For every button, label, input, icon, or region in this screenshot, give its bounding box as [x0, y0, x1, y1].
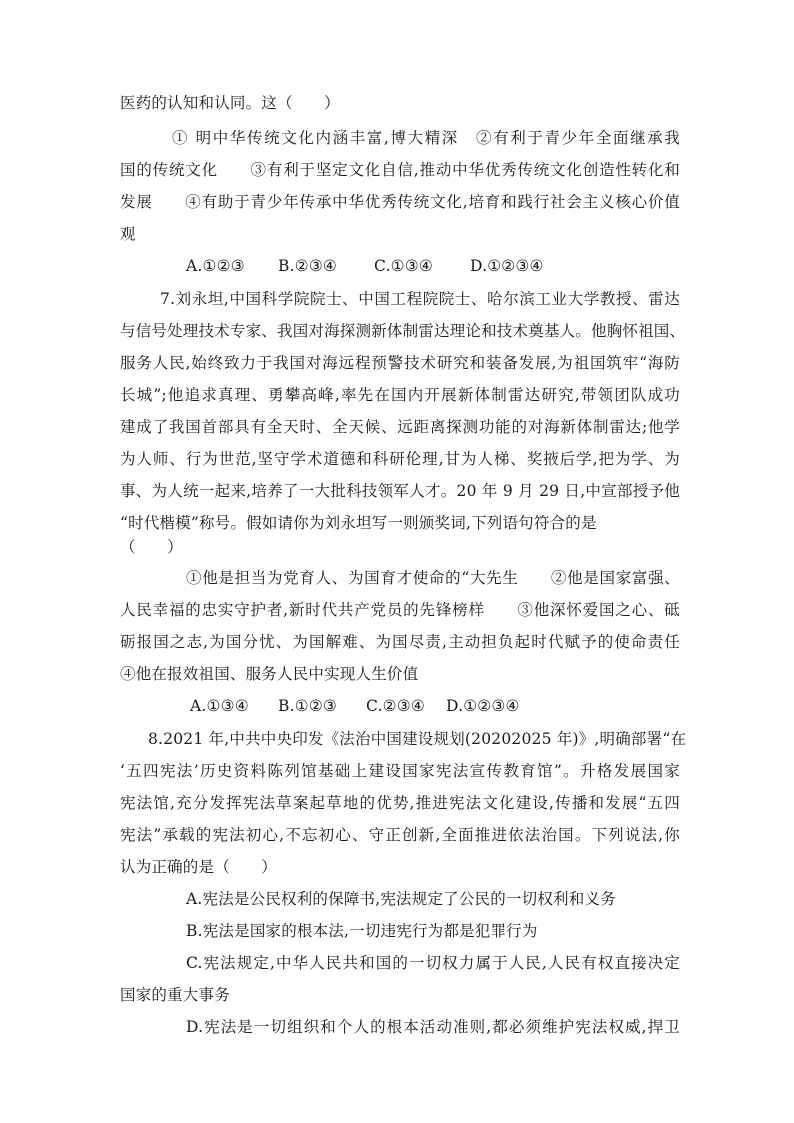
q7-option-c[interactable]: C.②③④ — [366, 697, 425, 715]
q7-answer-bracket: （ ） — [120, 538, 183, 556]
q6-option-b[interactable]: B.②③④ — [278, 257, 338, 275]
q6-options — [186, 255, 586, 277]
q7-stem-line: 与信号处理技术专家、我国对海探测新体制雷达理论和技术奠基人。他胸怀祖国、 — [120, 322, 686, 340]
q7-statement-line: 砺报国之志,为国分忧、为国解难、为国尽责,主动担负起时代赋予的使命责任 — [120, 633, 680, 651]
q7-stem-line: 建成了我国首部具有全天时、全天候、远距离探测功能的对海新体制雷达;他学 — [120, 418, 680, 436]
q8-choice-a[interactable]: A.宪法是公民权利的保障书,宪法规定了公民的一切权利和义务 — [186, 890, 616, 908]
q6-statement-line: 发展 ④有助于青少年传承中华优秀传统文化,培育和践行社会主义核心价值 — [120, 193, 680, 211]
q8-stem-line: 宪法馆,充分发挥宪法草案起草地的优势,推进宪法文化建设,传播和发展“五四 — [120, 794, 680, 812]
q8-stem-line: ‘五四宪法’历史资料陈列馆基础上建设国家宪法宣传教育馆”。升格发展国家 — [120, 762, 680, 780]
q8-choice-b[interactable]: B.宪法是国家的根本法,一切违宪行为都是犯罪行为 — [186, 922, 538, 940]
q8-choice-c[interactable]: C.宪法规定,中华人民共和国的一切权力属于人民,人民有权直接决定 — [186, 954, 680, 972]
q7-option-a[interactable]: A.①③④ — [190, 697, 249, 715]
q8-stem-line: 认为正确的是（ ） — [120, 858, 278, 876]
q7-stem-line: “时代楷模”称号。假如请你为刘永坦写一则颁奖词,下列语句符合的是 — [120, 514, 597, 532]
q8-stem-line: 8.2021 年,中共中央印发《法治中国建设规划(20202025 年)》,明确部署“在 — [148, 730, 687, 748]
q8-choice-d[interactable]: D.宪法是一切组织和个人的根本活动准则,都必须维护宪法权威,捍卫 — [186, 1018, 680, 1036]
q6-option-a[interactable]: A.①②③ — [186, 257, 245, 275]
q7-option-d[interactable]: D.①②③④ — [446, 697, 520, 715]
q7-stem-line: 事、为人统一起来,培养了一大批科技领军人才。20 年 9 月 29 日,中宣部授予他 — [120, 482, 680, 500]
q7-options — [190, 695, 590, 717]
q6-option-d[interactable]: D.①②③④ — [470, 257, 544, 275]
q6-statement-line: 国的传统文化 ③有利于坚定文化自信,推动中华优秀传统文化创造性转化和 — [120, 161, 680, 179]
q6-stem-tail: 医药的认知和认同。这（ ） — [120, 94, 340, 112]
q6-option-c[interactable]: C.①③④ — [374, 257, 433, 275]
q7-statement-line: ①他是担当为党育人、为国育才使命的“大先生 ②他是国家富强、 — [186, 569, 680, 587]
q7-statement-line: ④他在报效祖国、服务人民中实现人生价值 — [120, 665, 419, 683]
q7-option-b[interactable]: B.①②③ — [278, 697, 338, 715]
q7-stem-line: 7.刘永坦,中国科学院院士、中国工程院院士、哈尔滨工业大学教授、雷达 — [160, 290, 680, 308]
q7-statement-line: 人民幸福的忠实守护者,新时代共产党员的先锋榜样 ③他深怀爱国之心、砥 — [120, 601, 680, 619]
q7-stem-line: 长城”;他追求真理、勇攀高峰,率先在国内开展新体制雷达研究,带领团队成功 — [120, 386, 680, 404]
q6-statement-line: ① 明中华传统文化内涵丰富,博大精深 ②有利于青少年全面继承我 — [172, 129, 680, 147]
q8-choice-c-cont: 国家的重大事务 — [120, 986, 230, 1004]
q7-stem-line: 为人师、行为世范,坚守学术道德和科研伦理,甘为人梯、奖掖后学,把为学、为 — [120, 450, 680, 468]
q6-statement-line: 观 — [120, 225, 136, 243]
q8-stem-line: 宪法”承载的宪法初心,不忘初心、守正创新,全面推进依法治国。下列说法,你 — [120, 826, 680, 844]
q7-stem-line: 服务人民,始终致力于我国对海远程预警技术研究和装备发展,为祖国筑牢“海防 — [120, 354, 680, 372]
